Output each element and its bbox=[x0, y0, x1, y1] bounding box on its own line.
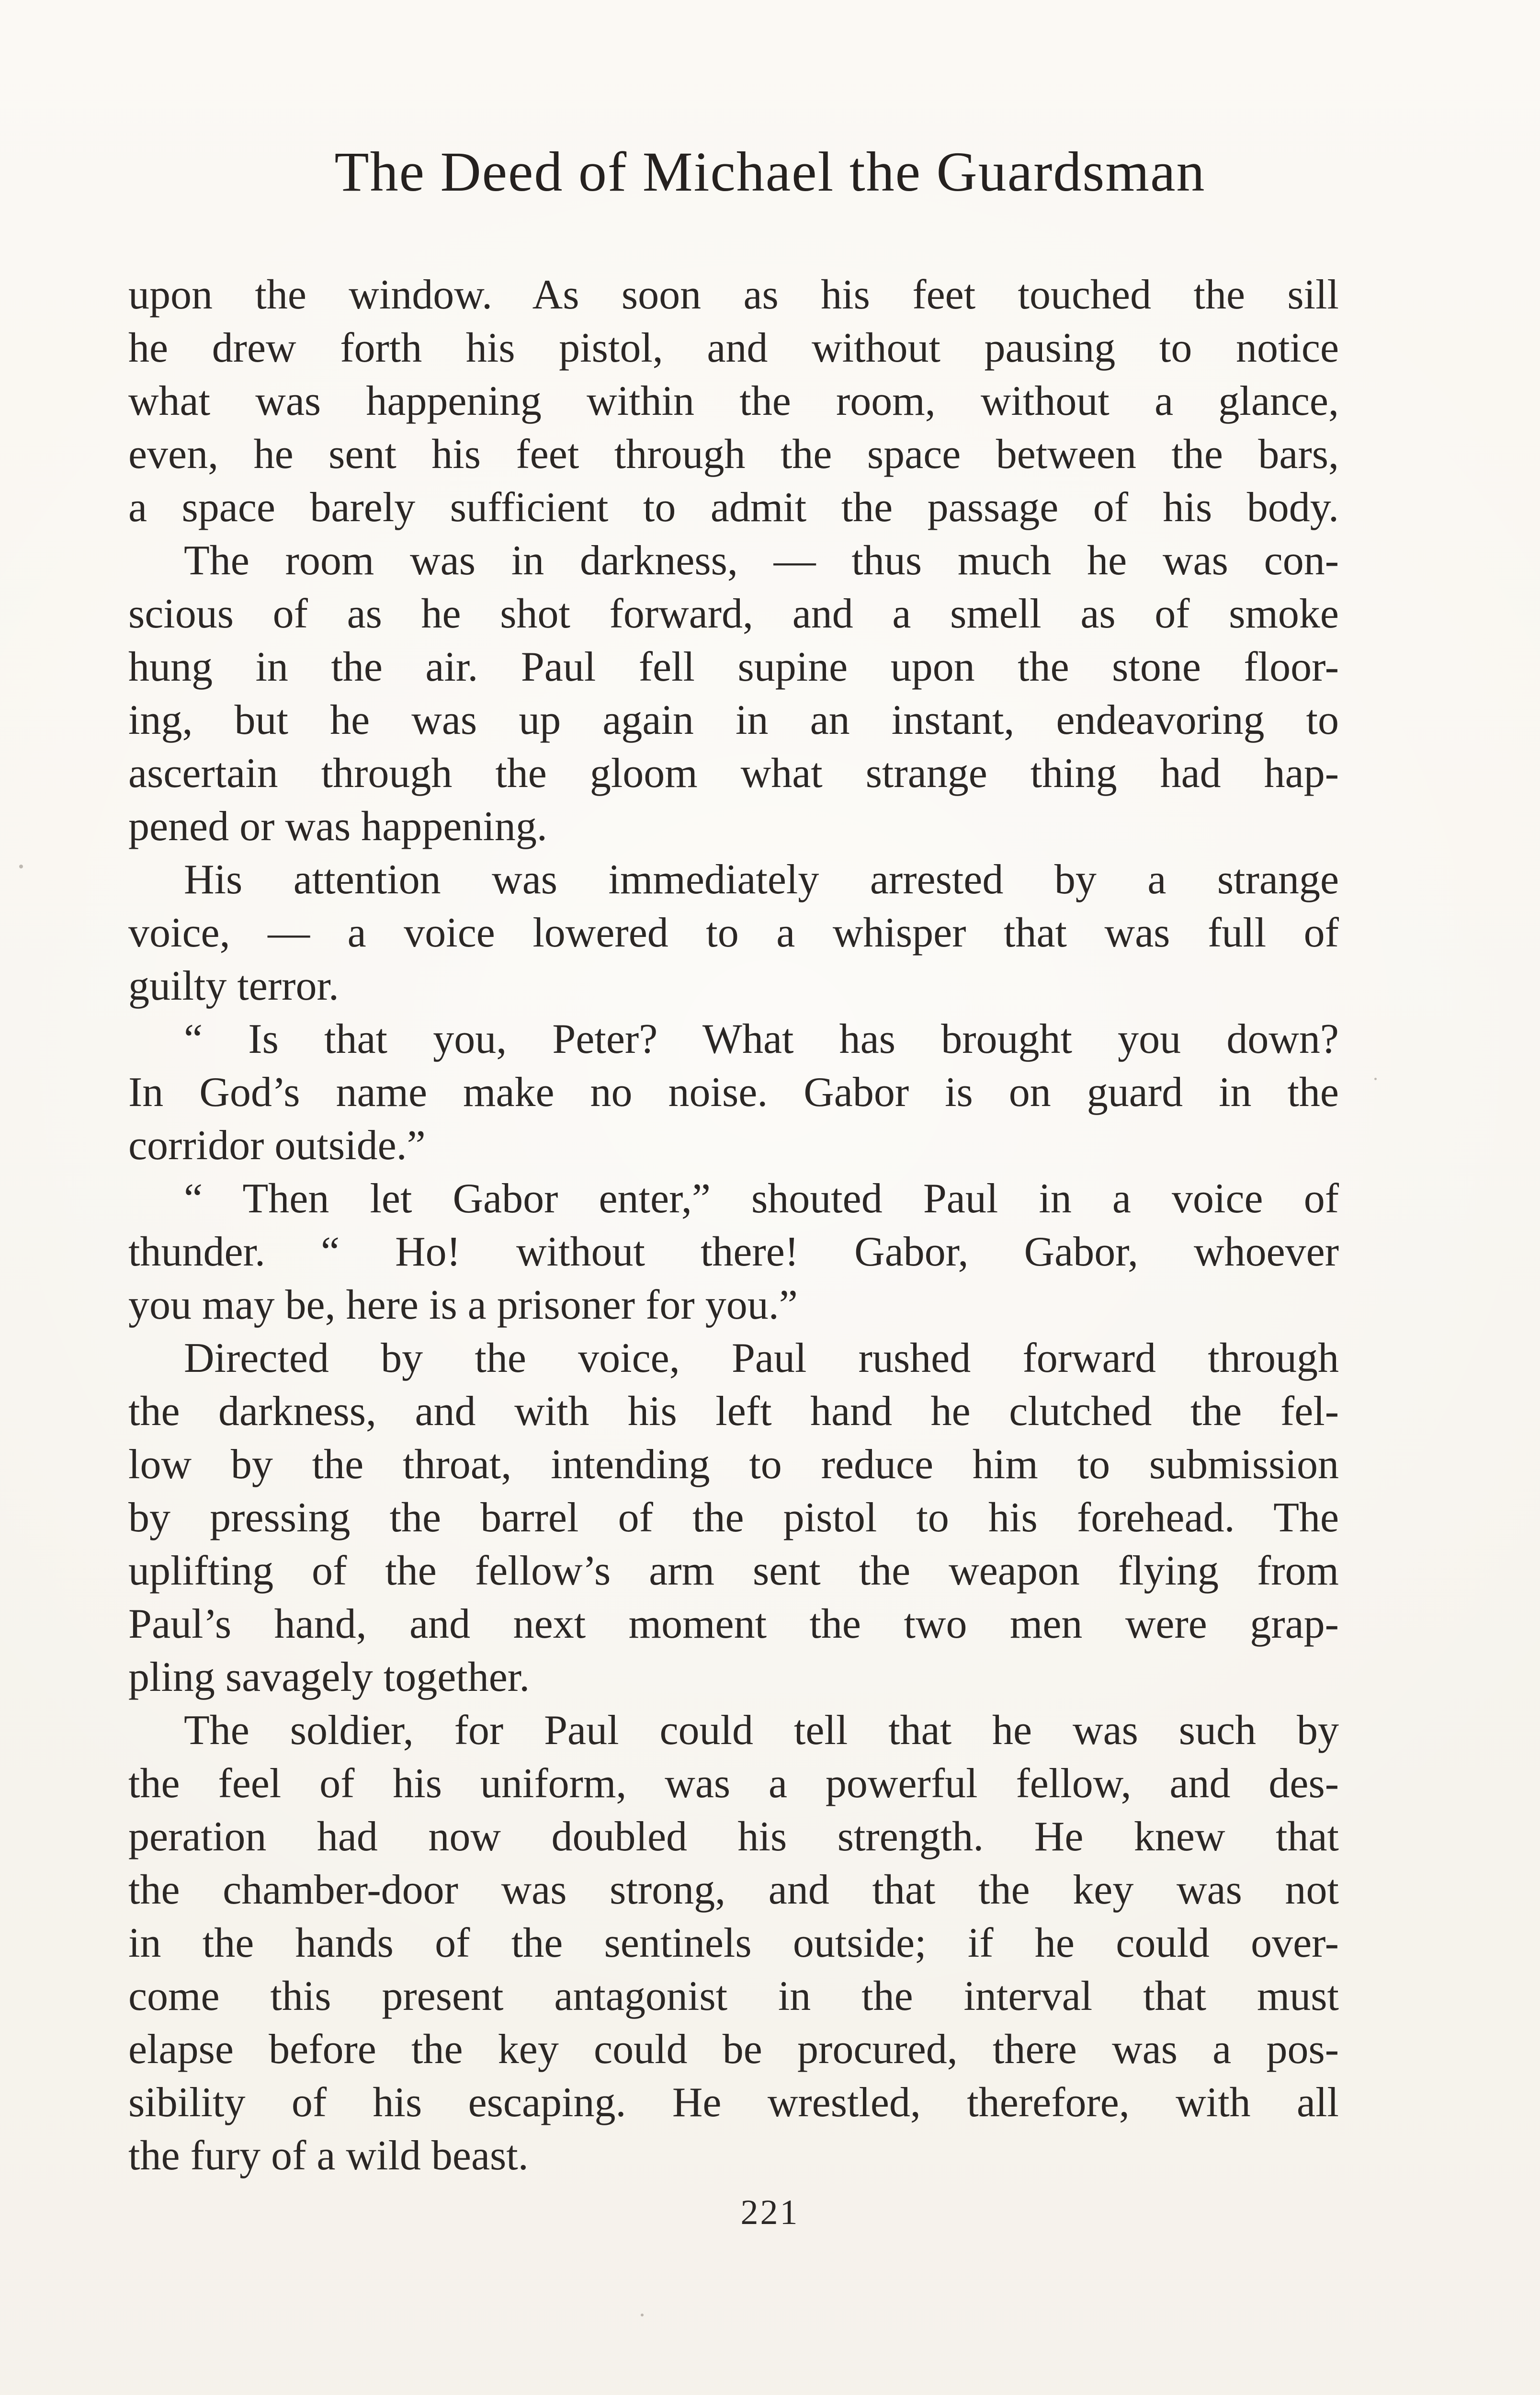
text-line: The soldier, for Paul could tell that he was such by bbox=[184, 1707, 1339, 1754]
paper-speck bbox=[1374, 1078, 1377, 1080]
text-line: pened or was happening. bbox=[128, 803, 547, 850]
text-line: the feel of his uniform, was a powerful fellow, and des- bbox=[128, 1760, 1339, 1807]
text-line: His attention was immediately arrested by a strange bbox=[184, 856, 1339, 903]
text-line: elapse before the key could be procured, there was a pos- bbox=[128, 2026, 1339, 2073]
text-line: Paul’s hand, and next moment the two men were grap- bbox=[128, 1601, 1339, 1647]
page-number: 221 bbox=[740, 2193, 800, 2232]
text-line: even, he sent his feet through the space between the bars, bbox=[128, 431, 1339, 478]
text-line: what was happening within the room, without a glance, bbox=[128, 378, 1339, 424]
text-line: uplifting of the fellow’s arm sent the weapon flying from bbox=[128, 1548, 1339, 1594]
text-line: pling savagely together. bbox=[128, 1654, 530, 1700]
text-line: the darkness, and with his left hand he clutched the fel- bbox=[128, 1388, 1339, 1435]
text-line: corridor outside.” bbox=[128, 1122, 426, 1169]
text-line: sibility of his escaping. He wrestled, therefore, with all bbox=[128, 2079, 1339, 2126]
text-line: low by the throat, intending to reduce him to submission bbox=[128, 1441, 1339, 1488]
paper-speck bbox=[19, 865, 23, 868]
text-line: upon the window. As soon as his feet touched the sill bbox=[128, 272, 1339, 318]
running-head-title: The Deed of Michael the Guardsman bbox=[334, 140, 1206, 203]
text-line: peration had now doubled his strength. He knew that bbox=[128, 1813, 1339, 1860]
text-line: the fury of a wild beast. bbox=[128, 2133, 529, 2179]
text-line: In God’s name make no noise. Gabor is on guard in the bbox=[128, 1069, 1339, 1116]
text-line: by pressing the barrel of the pistol to his forehead. The bbox=[128, 1494, 1339, 1541]
text-line: guilty terror. bbox=[128, 963, 339, 1009]
text-line: The room was in darkness, — thus much he was con- bbox=[184, 537, 1339, 584]
text-line: hung in the air. Paul fell supine upon the stone floor- bbox=[128, 644, 1339, 690]
text-line: Directed by the voice, Paul rushed forward through bbox=[184, 1335, 1339, 1381]
text-line: you may be, here is a prisoner for you.” bbox=[128, 1282, 798, 1328]
text-line: the chamber-door was strong, and that the key was not bbox=[128, 1867, 1339, 1913]
text-line: ing, but he was up again in an instant, endeavoring to bbox=[128, 697, 1339, 743]
text-line: come this present antagonist in the interval that must bbox=[128, 1973, 1339, 2019]
text-line: ascertain through the gloom what strange thing had hap- bbox=[128, 750, 1339, 797]
text-line: thunder. “ Ho! without there! Gabor, Gabor, whoever bbox=[128, 1229, 1339, 1275]
body-text-block bbox=[128, 268, 1339, 2182]
text-line: “ Then let Gabor enter,” shouted Paul in a voice of bbox=[184, 1175, 1339, 1222]
paper-speck bbox=[641, 2314, 644, 2316]
text-line: in the hands of the sentinels outside; if he could over- bbox=[128, 1920, 1339, 1966]
text-line: scious of as he shot forward, and a smell as of smoke bbox=[128, 591, 1339, 637]
text-line: a space barely sufficient to admit the passage of his body. bbox=[128, 484, 1339, 531]
text-line: he drew forth his pistol, and without pausing to notice bbox=[128, 325, 1339, 371]
text-line: “ Is that you, Peter? What has brought you down? bbox=[184, 1016, 1339, 1062]
text-line: voice, — a voice lowered to a whisper that was full of bbox=[128, 910, 1339, 956]
